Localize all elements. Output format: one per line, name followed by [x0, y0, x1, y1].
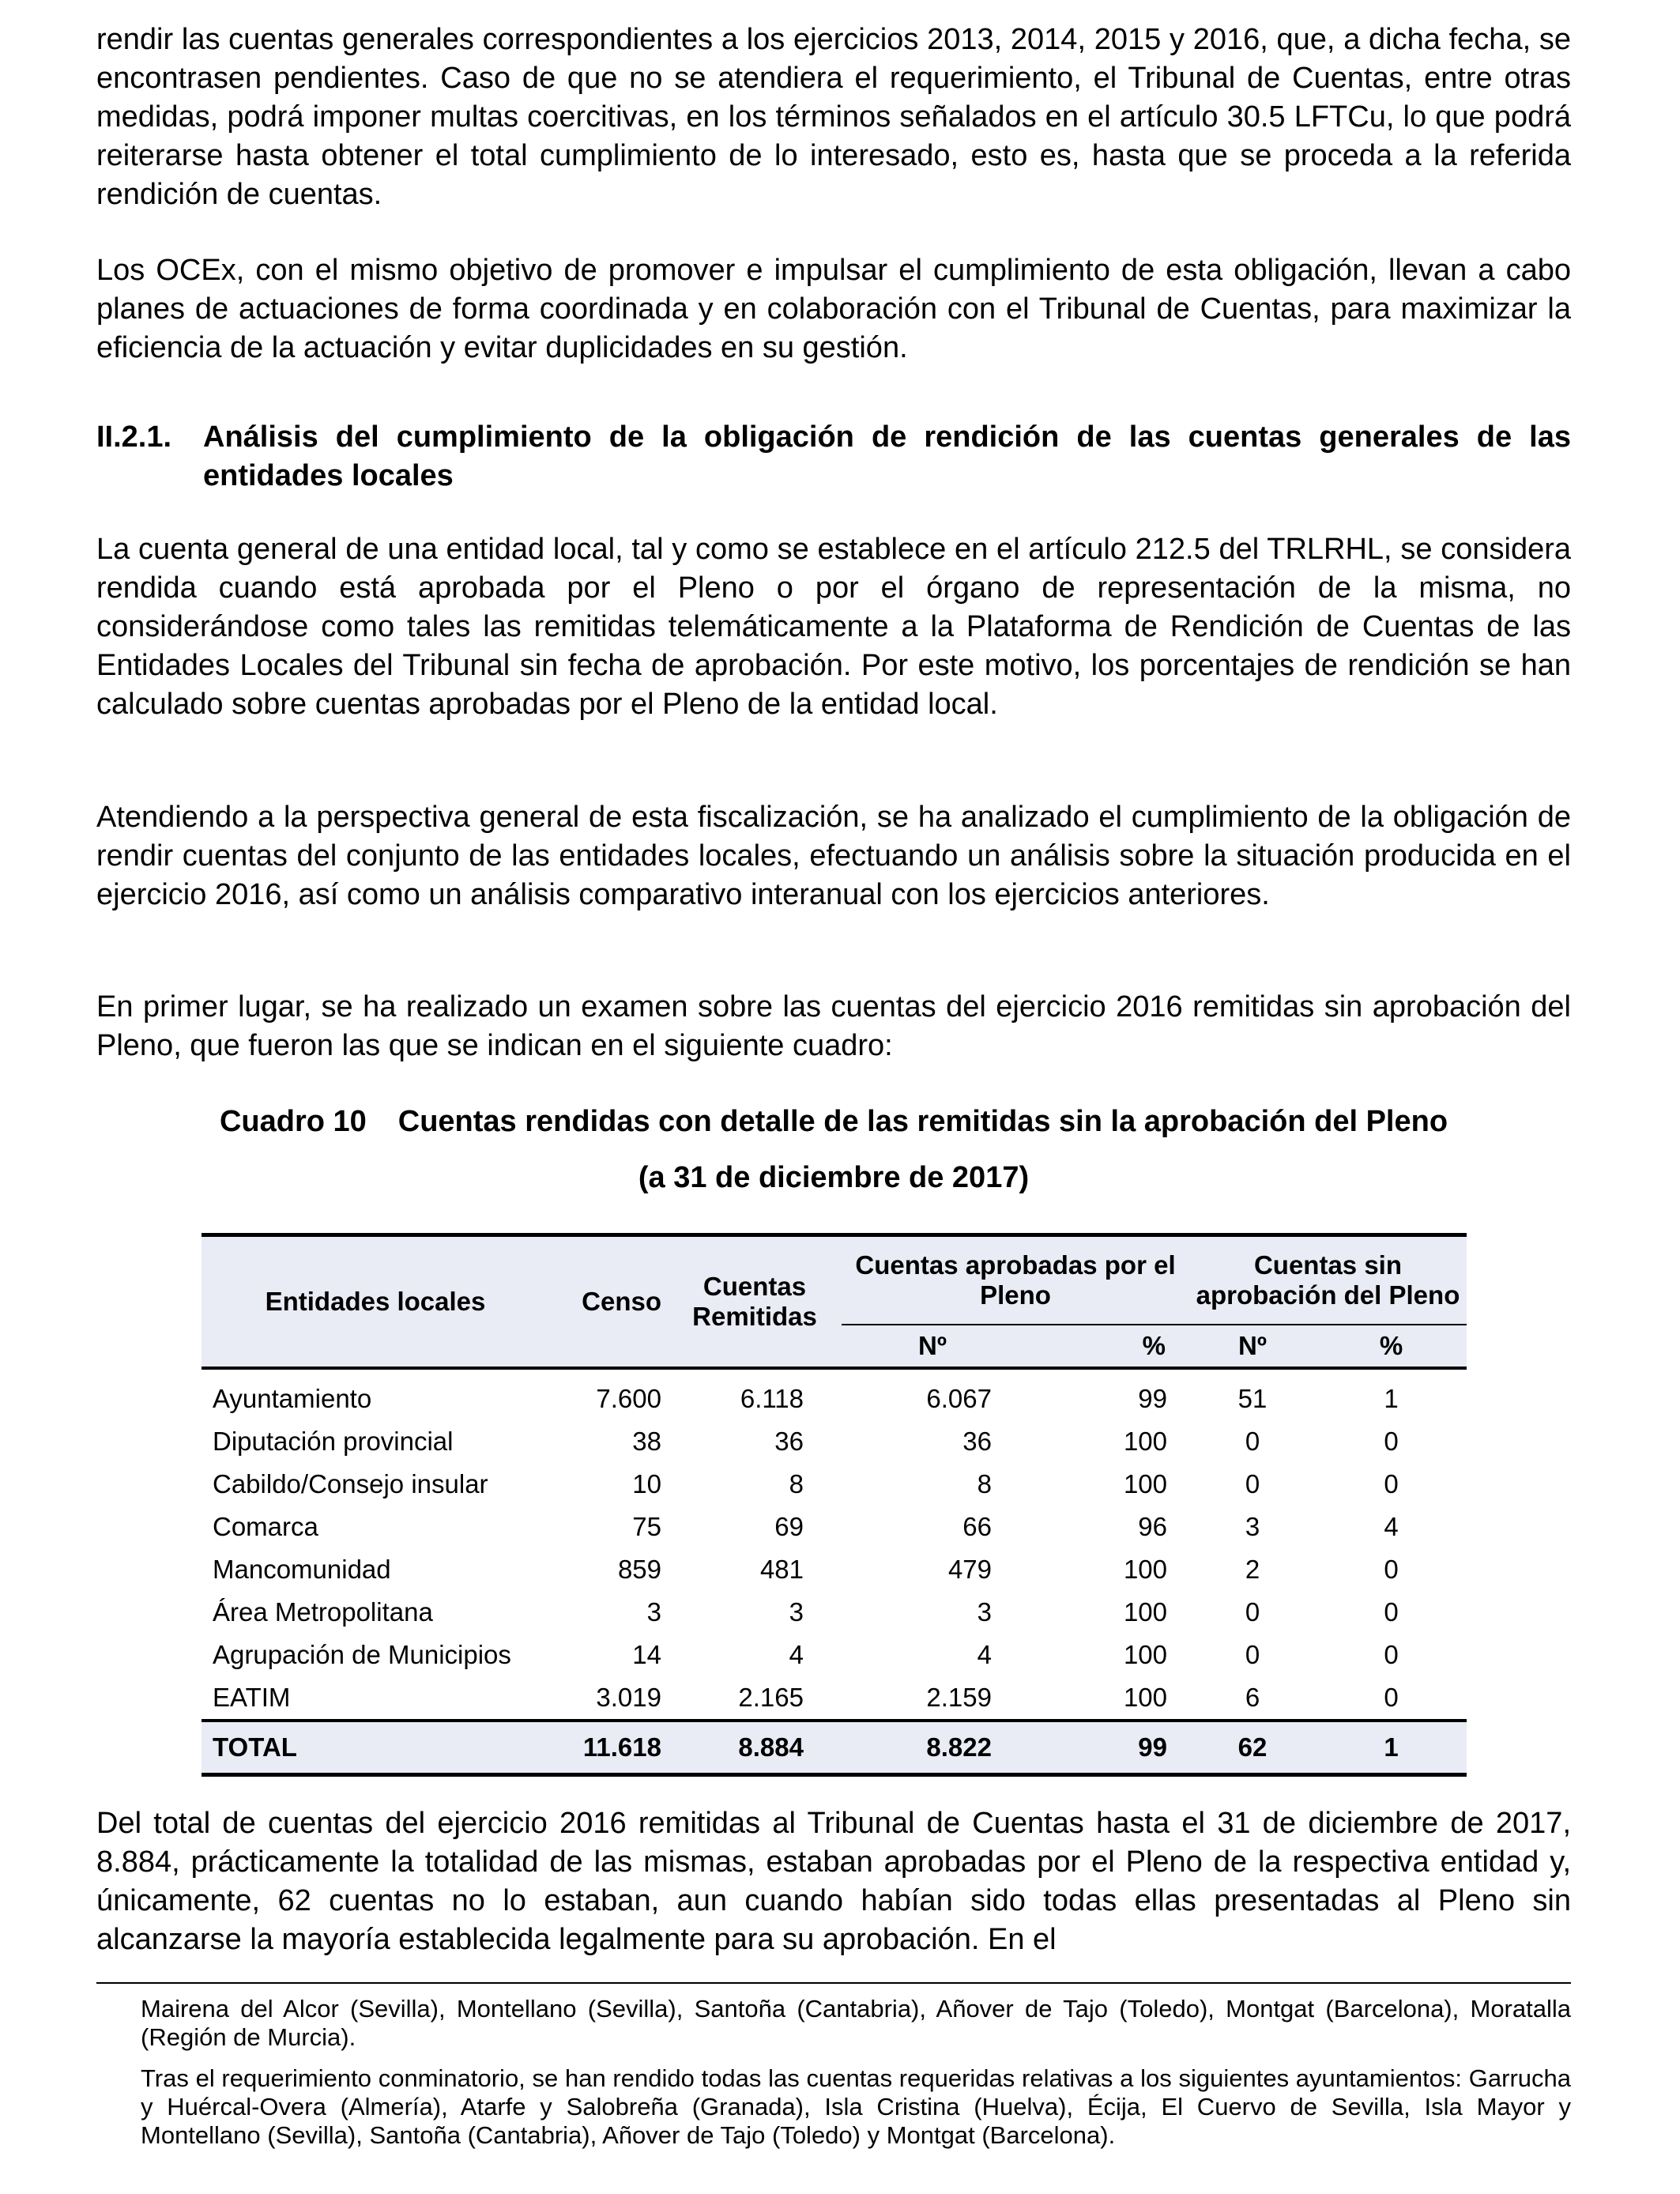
total-name: TOTAL [202, 1721, 549, 1775]
cell-aprob-pct: 100 [1123, 1640, 1167, 1669]
table-row [202, 1368, 1467, 1420]
total-sin-pct: 1 [1316, 1721, 1467, 1775]
cell-name: Cabildo/Consejo insular [213, 1469, 488, 1498]
cell-sin-n: 3 [1245, 1512, 1260, 1541]
paragraph-6: Del total de cuentas del ejercicio 2016 remitidas al Tribunal de Cuentas hasta el 31 de diciembre de 2017, 8.884, prácticamente la totalidad de las mismas, estaban aprobadas por el Pleno de la respectiva entidad y, únicamente, 62 cuentas no lo estaban, aun cuando habían sido todas ellas presentadas al Pleno sin alcanzarse la mayoría establecida legalmente para su aprobación. En el [96, 1807, 1571, 1956]
cell-sin-n: 0 [1245, 1640, 1260, 1669]
cell-aprob-pct: 100 [1123, 1597, 1167, 1627]
header-sin-num: Nº [1189, 1325, 1316, 1368]
cell-aprob-pct: 100 [1123, 1683, 1167, 1712]
table-caption-subtitle: (a 31 de diciembre de 2017) [638, 1161, 1030, 1194]
total-sin-n: 62 [1189, 1721, 1316, 1775]
cell-sin-pct: 0 [1384, 1640, 1399, 1669]
cell-sin-pct: 0 [1384, 1555, 1399, 1584]
total-aprob-n: 8.822 [842, 1721, 1023, 1775]
cell-remitidas: 6.118 [740, 1384, 804, 1413]
table-row [202, 1506, 1467, 1548]
cell-remitidas: 3 [789, 1597, 804, 1627]
cell-censo: 38 [632, 1427, 661, 1456]
accounts-table [202, 1233, 1467, 1777]
footnote-2: Tras el requerimiento conminatorio, se han rendido todas las cuentas requeridas relativas a los siguientes ayuntamientos: Garrucha y Huércal-Overa (Almería), Atarfe y Salobreña (Granada), Isla Cristina (Huelva), Écija, El Cuervo de Sevilla, Isla Mayor y Montellano (Sevilla), Santoña (Cantabria), Añover de Tajo (Toledo) y Montgat (Barcelona). [141, 2064, 1571, 2149]
header-sin-pct: % [1316, 1325, 1467, 1368]
paragraph-1: rendir las cuentas generales correspondientes a los ejercicios 2013, 2014, 2015 y 2016, que, a dicha fecha, se encontrasen pendientes. Caso de que no se atendiera el requerimiento, el Tribunal de Cuentas, entre otras medidas, podrá imponer multas coercitivas, en los términos señalados en el artículo 30.5 LFTCu, lo que podrá reiterarse hasta obtener el total cumplimiento de lo interesado, esto es, hasta que se proceda a la referida rendición de cuentas. [96, 23, 1571, 211]
cell-aprob-pct: 99 [1138, 1384, 1167, 1413]
cell-aprob-n: 2.159 [926, 1683, 992, 1712]
cell-name: Comarca [213, 1512, 318, 1541]
header-aprobadas-num: Nº [842, 1325, 1023, 1368]
cell-sin-pct: 1 [1384, 1384, 1399, 1413]
section-number: II.2.1. [96, 420, 172, 454]
cell-sin-n: 6 [1245, 1683, 1260, 1712]
cell-aprob-n: 36 [962, 1427, 992, 1456]
cell-aprob-n: 8 [977, 1469, 992, 1498]
cell-censo: 14 [632, 1640, 661, 1669]
cell-sin-pct: 0 [1384, 1427, 1399, 1456]
cell-sin-n: 51 [1237, 1384, 1268, 1413]
table-row-total [202, 1721, 1467, 1775]
cell-aprob-n: 66 [962, 1512, 992, 1541]
cell-sin-n: 0 [1245, 1427, 1260, 1456]
cell-aprob-n: 479 [947, 1555, 992, 1584]
cell-name: Diputación provincial [213, 1427, 454, 1456]
cell-name: Agrupación de Municipios [213, 1640, 511, 1669]
table-row [202, 1591, 1467, 1634]
cell-censo: 10 [632, 1469, 661, 1498]
cell-remitidas: 8 [789, 1469, 804, 1498]
cell-aprob-n: 6.067 [926, 1384, 992, 1413]
paragraph-5: En primer lugar, se ha realizado un examen sobre las cuentas del ejercicio 2016 remitidas sin aprobación del Pleno, que fueron las que se indican en el siguiente cuadro: [96, 990, 1571, 1062]
table-caption [96, 1103, 1571, 1141]
cell-remitidas: 36 [774, 1427, 804, 1456]
section-title: Análisis del cumplimiento de la obligación de rendición de las cuentas generales de las entidades locales [203, 420, 1571, 492]
section-heading [96, 418, 1571, 496]
table-row [202, 1463, 1467, 1506]
cell-name: Área Metropolitana [213, 1597, 433, 1627]
total-aprob-pct: 99 [1023, 1721, 1189, 1775]
header-aprobadas: Cuentas aprobadas por el Pleno [842, 1235, 1189, 1325]
table-row [202, 1420, 1467, 1463]
cell-aprob-n: 4 [977, 1640, 992, 1669]
cell-aprob-pct: 96 [1138, 1512, 1167, 1541]
cell-aprob-pct: 100 [1123, 1469, 1167, 1498]
paragraph-4: Atendiendo a la perspectiva general de esta fiscalización, se ha analizado el cumplimiento de la obligación de rendir cuentas del conjunto de las entidades locales, efectuando un análisis sobre la situación producida en el ejercicio 2016, así como un análisis comparativo interanual con los ejercicios anteriores. [96, 801, 1571, 911]
cell-name: Ayuntamiento [213, 1384, 372, 1413]
table-row [202, 1634, 1467, 1676]
cell-sin-pct: 0 [1384, 1469, 1399, 1498]
cell-aprob-pct: 100 [1123, 1555, 1167, 1584]
cell-remitidas: 69 [774, 1512, 804, 1541]
cell-sin-n: 0 [1245, 1597, 1260, 1627]
cell-sin-pct: 0 [1384, 1597, 1399, 1627]
cell-aprob-n: 3 [977, 1597, 992, 1627]
cell-remitidas: 2.165 [738, 1683, 804, 1712]
cell-name: EATIM [213, 1683, 291, 1712]
footnote-divider [96, 1982, 1571, 1984]
cell-sin-n: 0 [1245, 1469, 1260, 1498]
table-row [202, 1676, 1467, 1721]
cell-censo: 859 [617, 1555, 661, 1584]
cell-sin-pct: 4 [1384, 1512, 1399, 1541]
header-remitidas: Cuentas Remitidas [668, 1235, 842, 1369]
header-aprobadas-pct: % [1023, 1325, 1189, 1368]
cell-censo: 3.019 [596, 1683, 661, 1712]
table-caption-title: Cuentas rendidas con detalle de las remitidas sin la aprobación del Pleno [397, 1105, 1448, 1138]
header-sin-aprobacion: Cuentas sin aprobación del Pleno [1189, 1235, 1467, 1325]
header-entidades: Entidades locales [202, 1235, 549, 1369]
table-caption-label: Cuadro 10 [219, 1105, 367, 1138]
total-censo: 11.618 [549, 1721, 668, 1775]
cell-censo: 7.600 [596, 1384, 661, 1413]
cell-aprob-pct: 100 [1123, 1427, 1167, 1456]
table-row [202, 1548, 1467, 1591]
footnote-1: Mairena del Alcor (Sevilla), Montellano (Sevilla), Santoña (Cantabria), Añover de Tajo (Toledo), Montgat (Barcelona), Moratalla (Región de Murcia). [141, 1995, 1571, 2051]
cell-sin-pct: 0 [1384, 1683, 1399, 1712]
header-censo: Censo [549, 1235, 668, 1369]
cell-remitidas: 4 [789, 1640, 804, 1669]
cell-remitidas: 481 [759, 1555, 804, 1584]
paragraph-3: La cuenta general de una entidad local, tal y como se establece en el artículo 212.5 del TRLRHL, se considera rendida cuando está aprobada por el Pleno o por el órgano de representación de la misma, no considerándose como tales las remitidas telemáticamente a la Plataforma de Rendición de Cuentas de las Entidades Locales del Tribunal sin fecha de aprobación. Por este motivo, los porcentajes de rendición se han calculado sobre cuentas aprobadas por el Pleno de la entidad local. [96, 533, 1571, 721]
total-remitidas: 8.884 [668, 1721, 842, 1775]
cell-sin-n: 2 [1245, 1555, 1260, 1584]
cell-censo: 3 [646, 1597, 661, 1627]
cell-censo: 75 [632, 1512, 661, 1541]
paragraph-2: Los OCEx, con el mismo objetivo de promover e impulsar el cumplimiento de esta obligación, llevan a cabo planes de actuaciones de forma coordinada y en colaboración con el Tribunal de Cuentas, para maximizar la eficiencia de la actuación y evitar duplicidades en su gestión. [96, 254, 1571, 364]
cell-name: Mancomunidad [213, 1555, 391, 1584]
